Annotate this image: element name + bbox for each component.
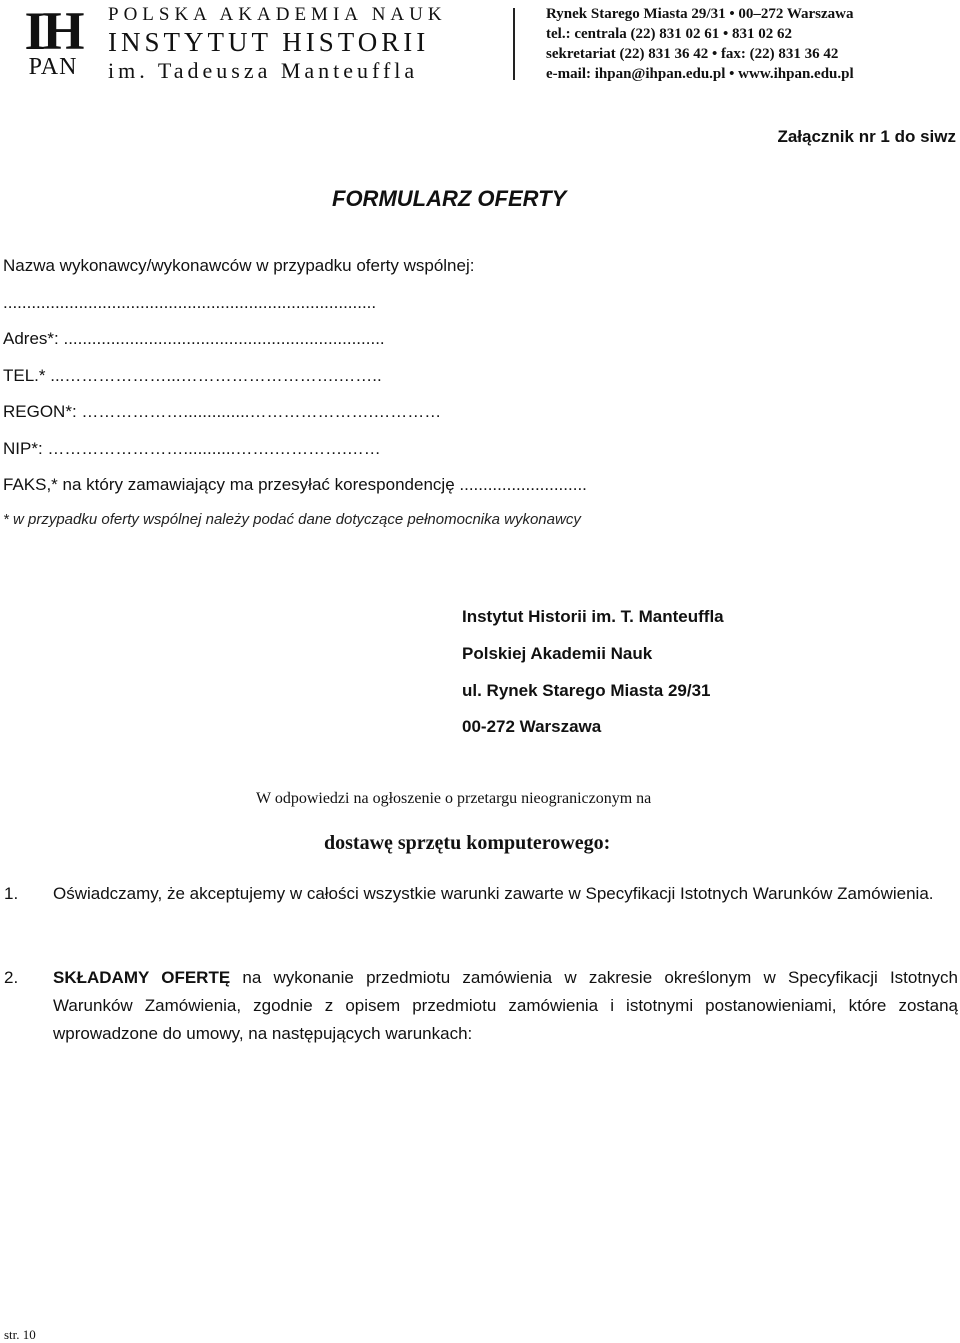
recipient-line-1: Instytut Historii im. T. Manteuffla [462, 607, 724, 626]
footnote-joint-offer: * w przypadku oferty wspólnej należy podać dane dotyczące pełnomocnika wykonawcy [3, 511, 581, 528]
intro-text: W odpowiedzi na ogłoszenie o przetargu nieograniczonym na [256, 790, 652, 807]
tender-subject: dostawę sprzętu komputerowego: [324, 832, 611, 854]
org-name-patron: im. Tadeusza Manteuffla [108, 58, 419, 83]
logo-ih-text: IH [24, 1, 82, 61]
declaration-item-2 [4, 964, 958, 1048]
org-name-academy: POLSKA AKADEMIA NAUK [108, 4, 447, 25]
contact-telephone: tel.: centrala (22) 831 02 61 • 831 02 62 [546, 26, 793, 42]
contact-email: e-mail: ihpan@ihpan.edu.pl • www.ihpan.edu.pl [546, 66, 854, 82]
logo-pan-text: PAN [28, 54, 78, 80]
letterhead-divider [513, 8, 515, 80]
item-number: 2. [4, 968, 19, 987]
nip-field[interactable]: NIP*: ……………………...........…….………….…… [3, 439, 381, 458]
contact-secretariat: sekretariat (22) 831 36 42 • fax: (22) 831 36 42 [546, 46, 839, 62]
contractor-name-label: Nazwa wykonawcy/wykonawców w przypadku oferty wspólnej: [3, 256, 475, 275]
fax-field[interactable]: FAKS,* na który zamawiający ma przesyłać korespondencję ........................... [3, 475, 587, 494]
annex-label: Załącznik nr 1 do siwz [777, 127, 956, 146]
form-title: FORMULARZ OFERTY [332, 186, 567, 211]
address-field[interactable]: Adres*: .................................................................... [3, 329, 385, 348]
declaration-item-1 [4, 880, 958, 908]
institute-logo [24, 1, 82, 80]
item-bold-lead: SKŁADAMY OFERTĘ [53, 968, 231, 987]
item-text: Oświadczamy, że akceptujemy w całości wszystkie warunki zawarte w Specyfikacji Istotnych Warunków Zamówienia. [53, 884, 934, 903]
contractor-name-field[interactable]: ............................................................................... [3, 293, 377, 312]
recipient-line-3: ul. Rynek Starego Miasta 29/31 [462, 681, 711, 700]
org-name-institute: INSTYTUT HISTORII [108, 27, 430, 57]
item-body: na wykonanie przedmiotu zamówienia w zakresie określonym w Specyfikacji Istotnych Warunków Zamówienia, zgodnie z opisem przedmiotu zamówienia i istotnymi postanowieniami, które zostaną wprowadzone do umowy, na następujących warunkach: [53, 968, 958, 1043]
item-number: 1. [4, 884, 19, 903]
recipient-line-2: Polskiej Akademii Nauk [462, 644, 653, 663]
item-text [53, 964, 958, 1048]
contact-address: Rynek Starego Miasta 29/31 • 00–272 Warszawa [546, 6, 854, 22]
telephone-field[interactable]: TEL.* ...………………...……………………….…….. [3, 366, 382, 385]
recipient-line-4: 00-272 Warszawa [462, 717, 602, 736]
regon-field[interactable]: REGON*: ………………..............………………….………… [3, 402, 442, 421]
page-number: str. 10 [4, 1327, 36, 1342]
